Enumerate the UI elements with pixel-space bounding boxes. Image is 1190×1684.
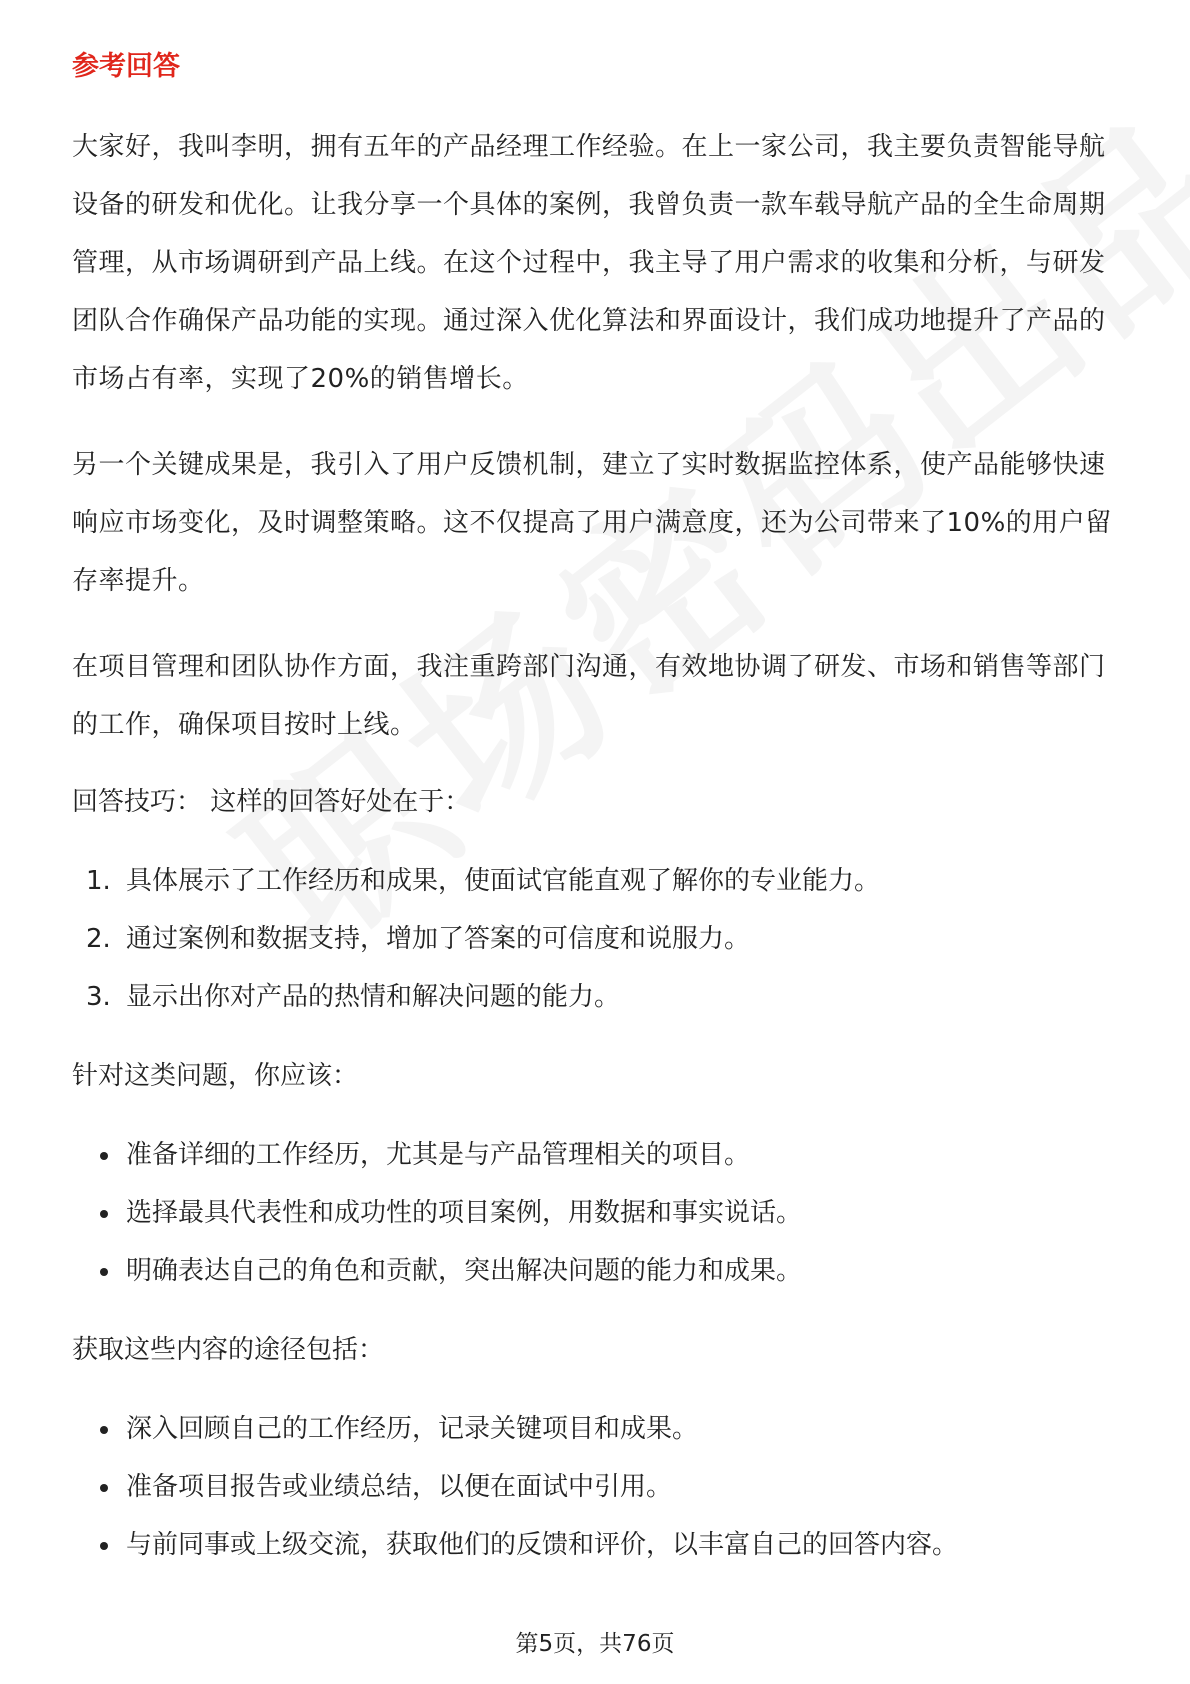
list-item-text: 显示出你对产品的热情和解决问题的能力。	[126, 982, 621, 1012]
document-content	[72, 48, 1118, 1604]
sources-list	[72, 1400, 1118, 1574]
bullet-icon	[100, 1484, 108, 1492]
list-item	[72, 910, 1118, 968]
paragraph-intro: 大家好，我叫李明，拥有五年的产品经理工作经验。在上一家公司，我主要负责智能导航设备的研发和优化。让我分享一个具体的案例，我曾负责一款车载导航产品的全生命周期管理，从市场调研到产品上线。在这个过程中，我主导了用户需求的收集和分析，与研发团队合作确保产品功能的实现。通过深入优化算法和界面设计，我们成功地提升了产品的市场占有率，实现了20%的销售增长。	[72, 132, 1106, 394]
tips-list	[72, 852, 1118, 1026]
tips-label: 回答技巧： 这样的回答好处在于：	[72, 787, 471, 817]
list-item-text: 选择最具代表性和成功性的项目案例，用数据和事实说话。	[126, 1198, 803, 1228]
list-item	[72, 1458, 1118, 1516]
list-item	[72, 1516, 1118, 1574]
list-number: 2.	[86, 924, 111, 954]
list-item-text: 具体展示了工作经历和成果，使面试官能直观了解你的专业能力。	[126, 866, 881, 896]
list-item-text: 与前同事或上级交流，获取他们的反馈和评价，以丰富自己的回答内容。	[126, 1530, 959, 1560]
list-item-text: 明确表达自己的角色和贡献，突出解决问题的能力和成果。	[126, 1256, 803, 1286]
bullet-icon	[100, 1426, 108, 1434]
list-item	[72, 1242, 1118, 1300]
bullet-icon	[100, 1542, 108, 1550]
sources-label: 获取这些内容的途径包括：	[72, 1335, 385, 1365]
section-heading: 参考回答	[72, 51, 180, 82]
list-number: 1.	[86, 866, 111, 896]
page-number: 第5页，共76页	[515, 1631, 675, 1657]
bullet-icon	[100, 1152, 108, 1160]
list-item	[72, 852, 1118, 910]
paragraph-teamwork: 在项目管理和团队协作方面，我注重跨部门沟通，有效地协调了研发、市场和销售等部门的工作，确保项目按时上线。	[72, 652, 1106, 740]
list-item	[72, 968, 1118, 1026]
list-item-text: 准备详细的工作经历，尤其是与产品管理相关的项目。	[126, 1140, 751, 1170]
list-item	[72, 1184, 1118, 1242]
list-item-text: 深入回顾自己的工作经历，记录关键项目和成果。	[126, 1414, 699, 1444]
bullet-icon	[100, 1268, 108, 1276]
bullet-icon	[100, 1210, 108, 1218]
paragraph-achievement: 另一个关键成果是，我引入了用户反馈机制，建立了实时数据监控体系，使产品能够快速响应市场变化，及时调整策略。这不仅提高了用户满意度，还为公司带来了10%的用户留存率提升。	[72, 450, 1112, 596]
should-label: 针对这类问题，你应该：	[72, 1061, 359, 1091]
list-item-text: 通过案例和数据支持，增加了答案的可信度和说服力。	[126, 924, 751, 954]
list-item	[72, 1400, 1118, 1458]
list-number: 3.	[86, 982, 111, 1012]
list-item-text: 准备项目报告或业绩总结，以便在面试中引用。	[126, 1472, 673, 1502]
list-item	[72, 1126, 1118, 1184]
should-list	[72, 1126, 1118, 1300]
